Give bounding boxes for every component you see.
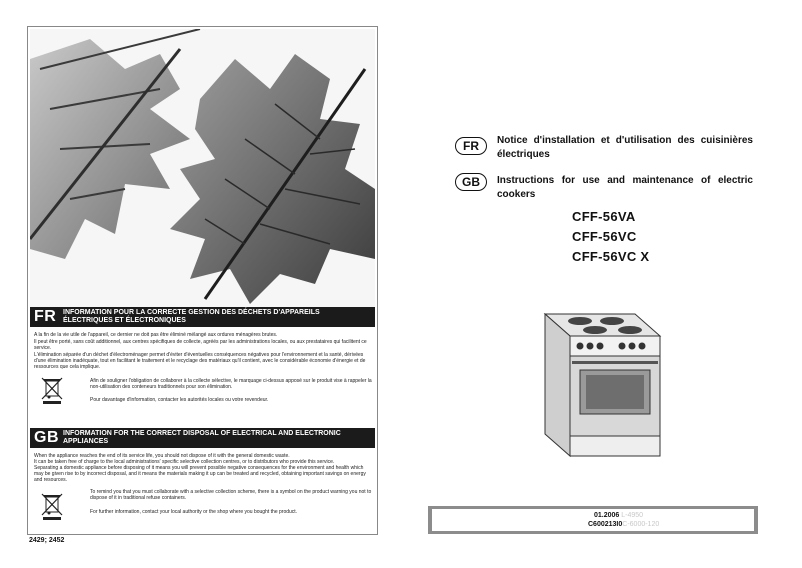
- fr-paragraph-3: L'élimination séparée d'un déchet d'électroménager permet d'éviter d'éventuelles conséquences négatives pour l'environnement et la santé, dérivées d'une élimination inadéquate, tout en facilitant le traitement et le recyclage des matériaux qu'il contient, avec le considérable économie d'énergie et de ressources que cela implique.: [34, 352, 366, 370]
- fr-paragraph-2: Il peut être porté, sans coût additionnel, aux centres spécifiques de collecte, agréés par les administrations locales, ou aux prestataires qui facilitent ce service.: [34, 339, 367, 351]
- electric-cooker-illustration-icon: [540, 306, 665, 466]
- gb-section-title: INFORMATION FOR THE CORRECT DISPOSAL OF ELECTRICAL AND ELECTRONIC APPLIANCES: [63, 430, 341, 445]
- language-badge-gb: GB: [455, 173, 487, 191]
- model-name: CFF-56VC X: [572, 249, 650, 264]
- fr-note-2: Pour davantage d'information, contacter les autorités locales ou votre revendeur.: [90, 397, 269, 403]
- model-name: CFF-56VC: [572, 229, 637, 244]
- date-ghost-text: L-4950: [621, 512, 644, 519]
- gb-paragraph-1: When the appliance reaches the end of its service life, you should not dispose of it with the general domestic waste.: [34, 453, 290, 459]
- oak-leaf-illustration-icon: [30, 29, 375, 307]
- document-code-box: [428, 506, 758, 534]
- gb-section-header: [30, 428, 375, 448]
- code-ghost-text: C-6000-120: [622, 521, 660, 528]
- fr-section-title: INFORMATION POUR LA CORRECTE GESTION DES DÉCHETS D'APPAREILS ÉLECTRIQUES ET ÉLECTRONIQUES: [63, 309, 320, 324]
- language-badge-fr: FR: [455, 137, 487, 155]
- fr-note-1: Afin de souligner l'obligation de collaborer à la collecte sélective, le marquage ci-dessus apposé sur le produit vise à rappeler la non-utilisation des conteneurs traditionnels pour son élimination.: [90, 378, 372, 390]
- language-title-fr: Notice d'installation et d'utilisation des cuisinières électriques: [497, 135, 753, 160]
- gb-language-code: GB: [34, 429, 59, 446]
- code-value: C600213I0: [588, 521, 623, 528]
- gb-paragraph-3: Separating a domestic appliance before disposing of it means you will prevent possible negative consequences for the environment and health which may be given rise to by incorrect disposal, and it means the materials making it up can be treated and recycled, obtaining important savings on energy and resources.: [34, 465, 366, 483]
- model-name: CFF-56VA: [572, 209, 636, 224]
- gb-paragraph-2: It can be taken free of charge to the local administrations' specific selective collection centres, or to distributors who provide this service.: [34, 459, 335, 465]
- date-value: 01.2006: [594, 512, 620, 519]
- document-code: [588, 521, 659, 528]
- fr-language-code: FR: [34, 308, 57, 325]
- model-list: [572, 207, 649, 267]
- document-code-panel: [432, 509, 754, 531]
- document-date: [594, 512, 643, 519]
- left-leaflet-page: [27, 26, 378, 535]
- crossed-out-wheelie-bin-icon: [40, 491, 64, 521]
- model-numbers: 2429; 2452: [29, 537, 65, 544]
- gb-note-1: To remind you that you must collaborate with a selective collection scheme, there is a symbol on the product warning you not to dispose of it in traditional refuse containers.: [90, 489, 372, 501]
- crossed-out-wheelie-bin-icon: [40, 375, 64, 405]
- fr-paragraph-1: A la fin de la vie utile de l'appareil, ce dernier ne doit pas être éliminé mélangé aux ordures ménagères brutes.: [34, 332, 278, 338]
- fr-section-header: [30, 307, 375, 327]
- gb-note-2: For further information, contact your local authority or the shop where you bought the product.: [90, 509, 298, 515]
- language-title-gb: Instructions for use and maintenance of electric cookers: [497, 175, 753, 200]
